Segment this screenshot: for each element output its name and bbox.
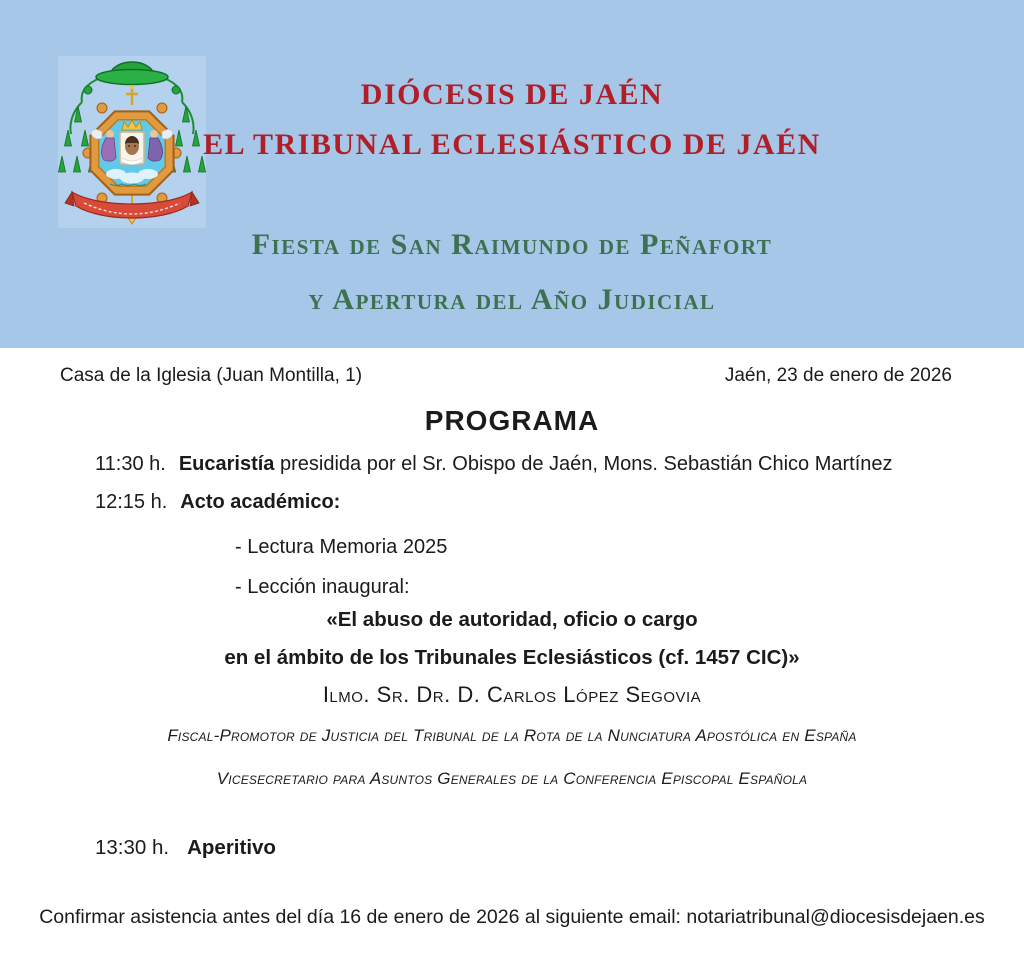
venue-text: Casa de la Iglesia (Juan Montilla, 1) xyxy=(60,365,363,386)
program-item-acto-academico xyxy=(95,491,1024,514)
program-item-title: Aperitivo xyxy=(187,836,276,859)
event-title-line2: y Apertura del Año Judicial xyxy=(308,283,716,316)
program-item-title: Acto académico: xyxy=(180,491,341,513)
lecture-title-line1: «El abuso de autoridad, oficio o cargo xyxy=(326,608,698,631)
event-title-line1: Fiesta de San Raimundo de Peñafort xyxy=(251,228,773,261)
date-text: Jaén, 23 de enero de 2026 xyxy=(724,365,952,386)
rsvp-text: Confirmar asistencia antes del día 16 de enero de 2026 al siguiente email: notariatribunal@diocesisdejaen.es xyxy=(39,906,985,928)
program-item-detail: presidida por el Sr. Obispo de Jaén, Mons. Sebastián Chico Martínez xyxy=(274,453,893,475)
program-item-time: 13:30 h. xyxy=(95,836,170,859)
lecture-title-line2: en el ámbito de los Tribunales Eclesiásticos (cf. 1457 CIC)» xyxy=(224,646,800,669)
org-title-line2: EL TRIBUNAL ECLESIÁSTICO DE JAÉN xyxy=(203,128,821,161)
program-item-time: 11:30 h. xyxy=(95,453,166,475)
program-item-aperitivo xyxy=(95,836,1024,860)
program-item-time: 12:15 h. xyxy=(95,491,168,513)
org-title-line1: DIÓCESIS DE JAÉN xyxy=(360,78,664,111)
sub-item-lectura-memoria: - Lectura Memoria 2025 xyxy=(235,536,448,558)
header-band xyxy=(0,0,1024,348)
speaker-name: Ilmo. Sr. Dr. D. Carlos López Segovia xyxy=(322,682,702,707)
speaker-role-1: Fiscal-Promotor de Justicia del Tribunal de la Rota de la Nunciatura Apostólica en España xyxy=(167,726,857,745)
speaker-role-2: Vicesecretario para Asuntos Generales de la Conferencia Episcopal Española xyxy=(216,769,808,788)
program-heading: PROGRAMA xyxy=(424,405,600,436)
sub-item-leccion-inaugural: - Lección inaugural: xyxy=(235,576,410,598)
program-item-eucaristia xyxy=(95,453,1024,476)
info-row xyxy=(0,365,1024,387)
program-item-title: Eucaristía xyxy=(178,453,275,475)
